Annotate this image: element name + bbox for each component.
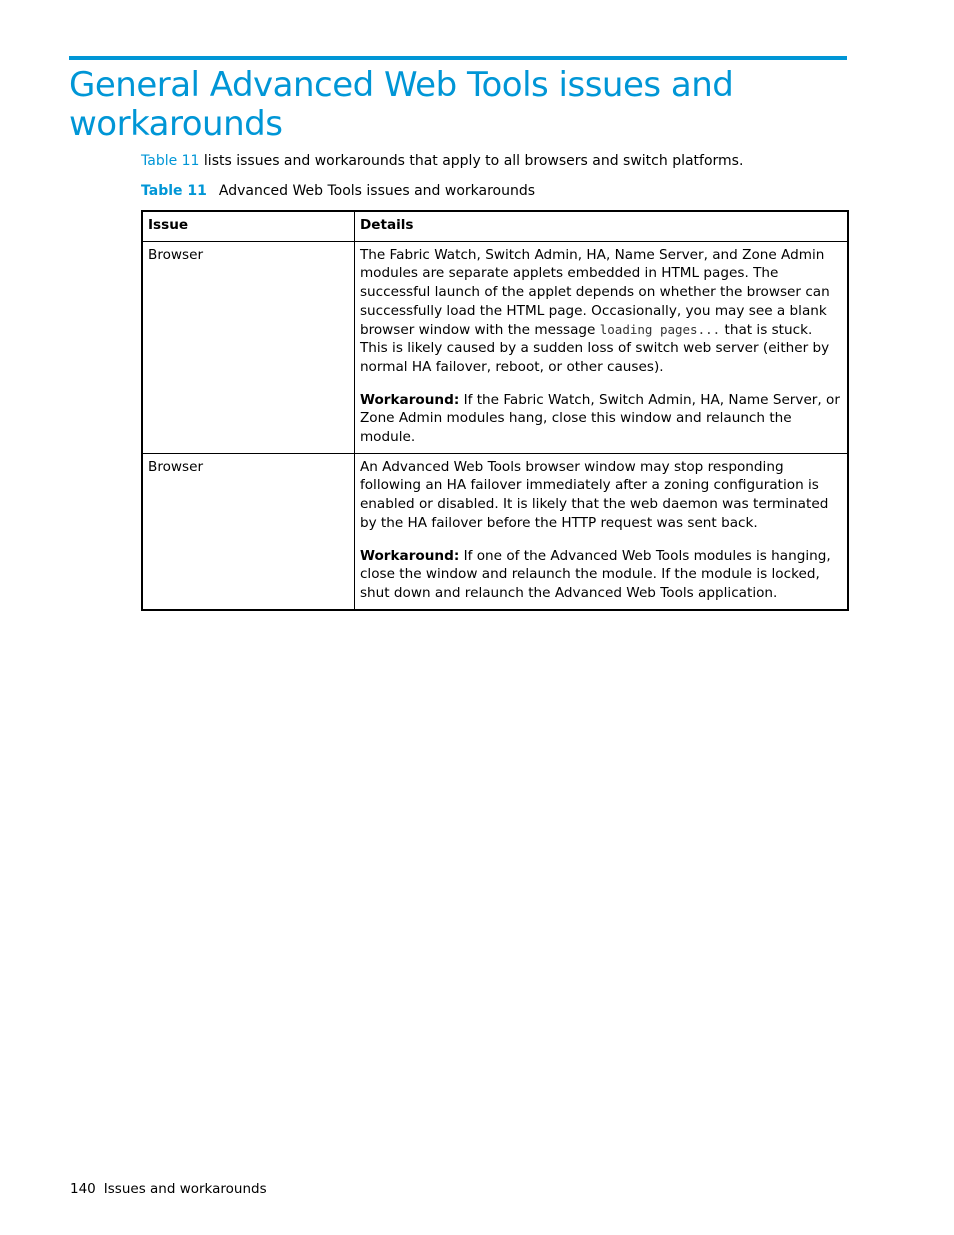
code-snippet: loading pages...: [599, 321, 721, 337]
header-rule: [69, 56, 847, 60]
table-row: [142, 453, 848, 609]
table-row: [142, 241, 848, 453]
issue-cell: Browser: [142, 453, 354, 609]
workaround-paragraph: [360, 391, 842, 447]
table-header-row: [142, 211, 848, 241]
workaround-paragraph: [360, 547, 842, 603]
table-caption: [141, 182, 861, 200]
detail-text: that is stuck. This is likely caused by a sudden loss of switch web server (either by normal HA failover, reboot, or other causes).: [359, 321, 830, 375]
workaround-text: If one of the Advanced Web Tools modules is hanging, close the window and relaunch the module. If the module is locked, shut down and relaunch the Advanced Web Tools application.: [359, 547, 831, 601]
column-header-details: Details: [354, 211, 848, 241]
workaround-label: Workaround:: [359, 547, 460, 564]
detail-paragraph: [360, 246, 842, 377]
table-caption-text: Advanced Web Tools issues and workarounds: [218, 183, 536, 199]
workaround-label: Workaround:: [359, 391, 460, 408]
issues-table: [141, 210, 849, 611]
table-xref-link[interactable]: Table 11: [141, 153, 200, 169]
page-footer: [70, 1180, 267, 1198]
table-caption-label: Table 11: [141, 183, 207, 199]
footer-section-title: Issues and workarounds: [103, 1181, 267, 1197]
intro-text: lists issues and workarounds that apply to all browsers and switch platforms.: [199, 153, 744, 169]
details-cell: [354, 453, 848, 609]
column-header-issue: Issue: [142, 211, 354, 241]
issue-cell: Browser: [142, 241, 354, 453]
workaround-text: If the Fabric Watch, Switch Admin, HA, Name Server, or Zone Admin modules hang, close this window and relaunch the module.: [359, 391, 840, 446]
detail-paragraph: An Advanced Web Tools browser window may stop responding following an HA failover immediately after a zoning configuration is enabled or disabled. It is likely that the web daemon was terminated by the HA failover before the HTTP request was sent back.: [359, 458, 829, 531]
detail-text: The Fabric Watch, Switch Admin, HA, Name Server, and Zone Admin modules are separate applets embedded in HTML pages. The successful launch of the applet depends on whether the browser can successfully load the HTML page. Occasionally, you may see a blank browser window with the message: [359, 246, 830, 338]
intro-paragraph: [141, 152, 861, 170]
page-title: General Advanced Web Tools issues and workarounds: [69, 65, 734, 144]
details-cell: [354, 241, 848, 453]
page-number: 140: [70, 1181, 96, 1197]
